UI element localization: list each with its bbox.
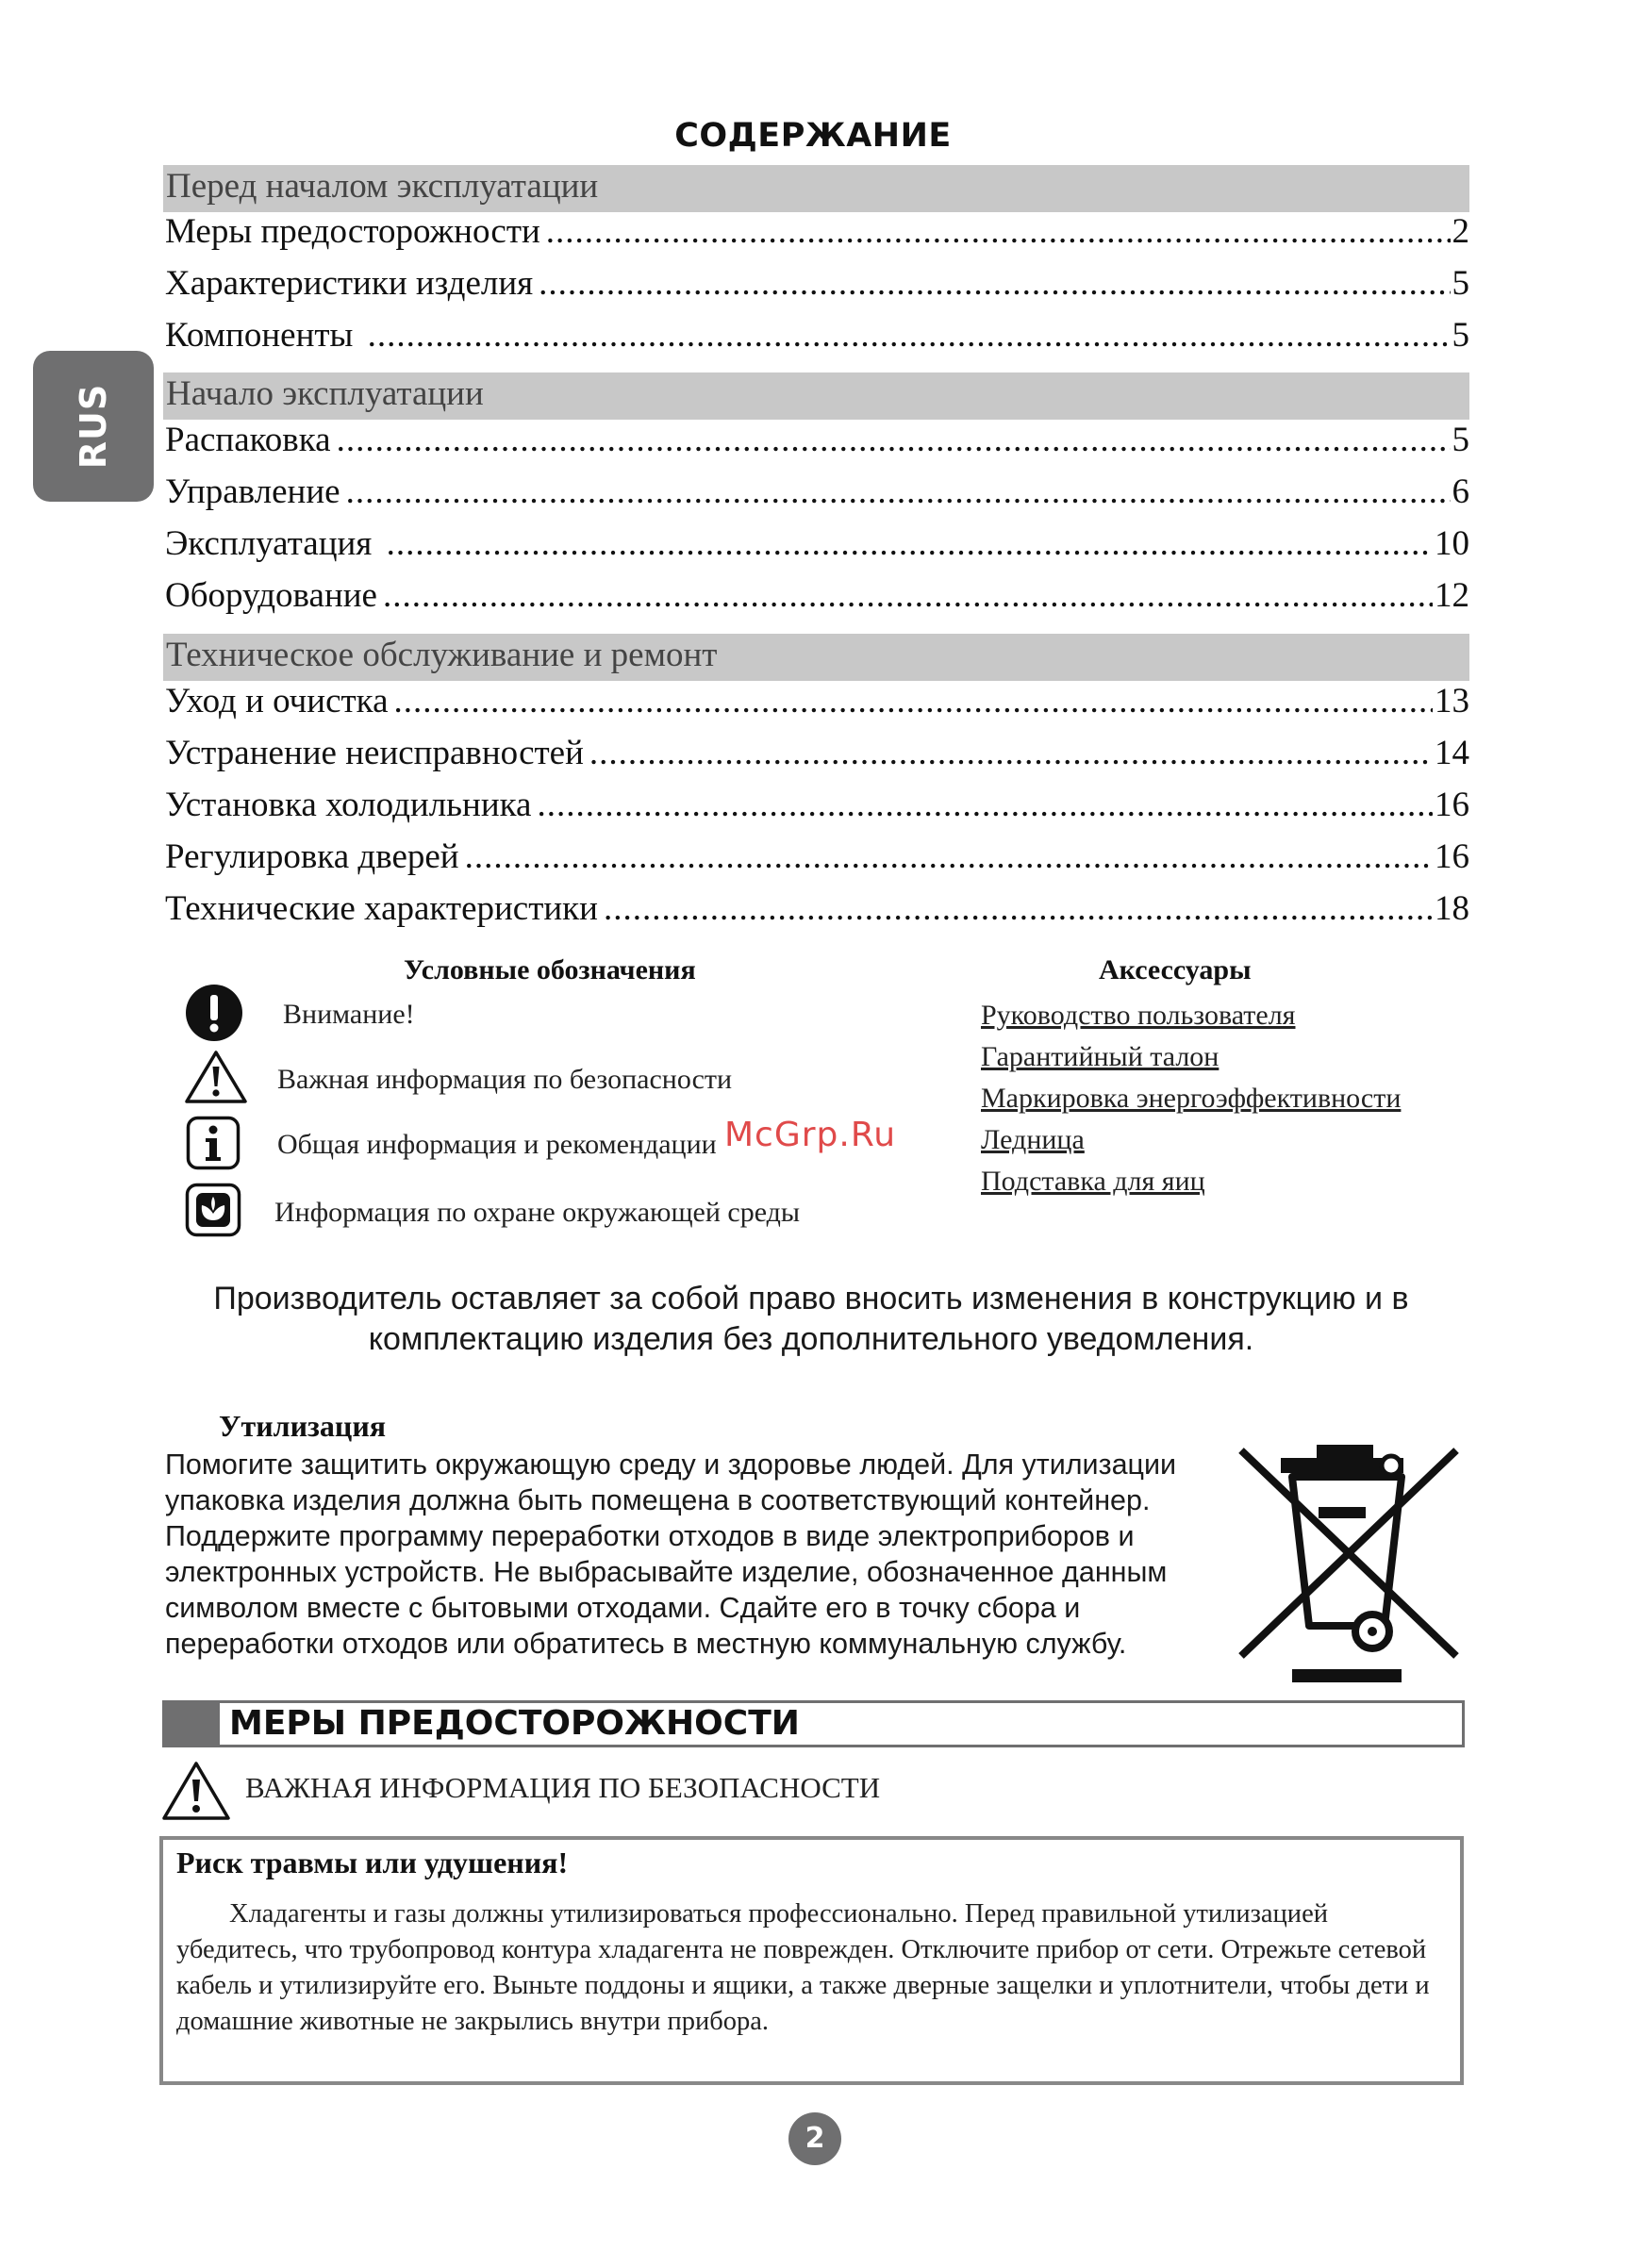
risk-box (159, 1836, 1464, 2085)
environment-icon (185, 1183, 241, 1237)
language-tab (33, 351, 154, 502)
page-number: 2 (788, 2112, 841, 2165)
warning-triangle-icon (160, 1760, 232, 1822)
legend-text: Информация по охране окружающей среды (274, 1197, 801, 1228)
toc-entry: Компоненты ..... 5 (165, 313, 1469, 358)
toc-entry: Характеристики изделия ..... 5 (165, 261, 1469, 306)
disposal-text: Помогите защитить окружающую среду и здоровье людей. Для утилизации упаковка изделия должна быть помещена в соответствующий контейнер. Поддержите программу переработки отходов в виде электроприборов и электронных устройств. Не выбрасывайте изделие, обозначенное данным символом вместе с бытовыми отходами. Сдайте его в точку сбора и переработки отходов или обратитесь в местную коммунальную службу. (165, 1449, 1177, 1660)
toc-entry: Распаковка ..... 5 (165, 418, 1469, 463)
language-label: RUS (73, 383, 114, 470)
info-icon (186, 1116, 241, 1170)
accessory-item: Ледница (981, 1124, 1085, 1155)
crossed-out-bin-icon (1226, 1432, 1471, 1686)
disposal-title: Утилизация (219, 1409, 387, 1443)
toc-entry: Установка холодильника ..... 16 (165, 783, 1469, 828)
important-info-label: ВАЖНАЯ ИНФОРМАЦИЯ ПО БЕЗОПАСНОСТИ (245, 1771, 881, 1804)
toc-section-header: Перед началом эксплуатации (163, 165, 1469, 212)
toc-entry: Оборудование ..... 12 (165, 573, 1469, 619)
toc-entry: Эксплуатация ..... 10 (165, 521, 1469, 567)
manufacturer-notice: Производитель оставляет за собой право вносить изменения в конструкцию и в комплектацию изделия без дополнительного уведомления. (213, 1281, 1409, 1357)
toc-entry: Технические характеристики ..... 18 (165, 886, 1469, 932)
toc-section-header: Начало эксплуатации (163, 372, 1469, 420)
accessory-item: Руководство пользователя (981, 1000, 1296, 1031)
toc-entry: Устранение неисправностей ..... 14 (165, 731, 1469, 776)
toc-entry: Уход и очистка ..... 13 (165, 679, 1469, 724)
risk-text: Хладагенты и газы должны утилизироваться профессионально. Перед правильной утилизацией убедитесь, что трубопровод контура хладагента не поврежден. Отключите прибор от сети. Отрежьте сетевой кабель и утилизируйте его. Выньте поддоны и ящики, а также дверные защелки и уплотнители, чтобы дети и домашние животные не закрылись внутри прибора. (176, 1899, 1430, 2036)
risk-title: Риск травмы или удушения! (176, 1846, 569, 1879)
exclamation-circle-icon (185, 984, 243, 1042)
toc-title: СОДЕРЖАНИЕ (674, 117, 952, 155)
accessory-item: Подставка для яиц (981, 1166, 1205, 1197)
legend-text: Общая информация и рекомендации (277, 1129, 717, 1160)
section-heading (162, 1700, 1465, 1747)
legend-text: Внимание! (283, 999, 415, 1030)
heading-block (165, 1703, 220, 1745)
warning-triangle-icon (183, 1049, 249, 1105)
toc-section-header: Техническое обслуживание и ремонт (163, 634, 1469, 681)
legend-title: Условные обозначения (404, 954, 696, 985)
accessory-item: Маркировка энергоэффективности (981, 1083, 1402, 1114)
section-heading-text: МЕРЫ ПРЕДОСТОРОЖНОСТИ (229, 1704, 800, 1743)
watermark: McGrp.Ru (724, 1116, 897, 1154)
accessory-item: Гарантийный талон (981, 1041, 1220, 1072)
legend-text: Важная информация по безопасности (277, 1064, 733, 1095)
toc-entry: Регулировка дверей ..... 16 (165, 835, 1469, 880)
toc-entry: Управление ..... 6 (165, 470, 1469, 515)
toc-entry: Меры предосторожности ..... 2 (165, 209, 1469, 255)
accessories-title: Аксессуары (1099, 954, 1252, 985)
